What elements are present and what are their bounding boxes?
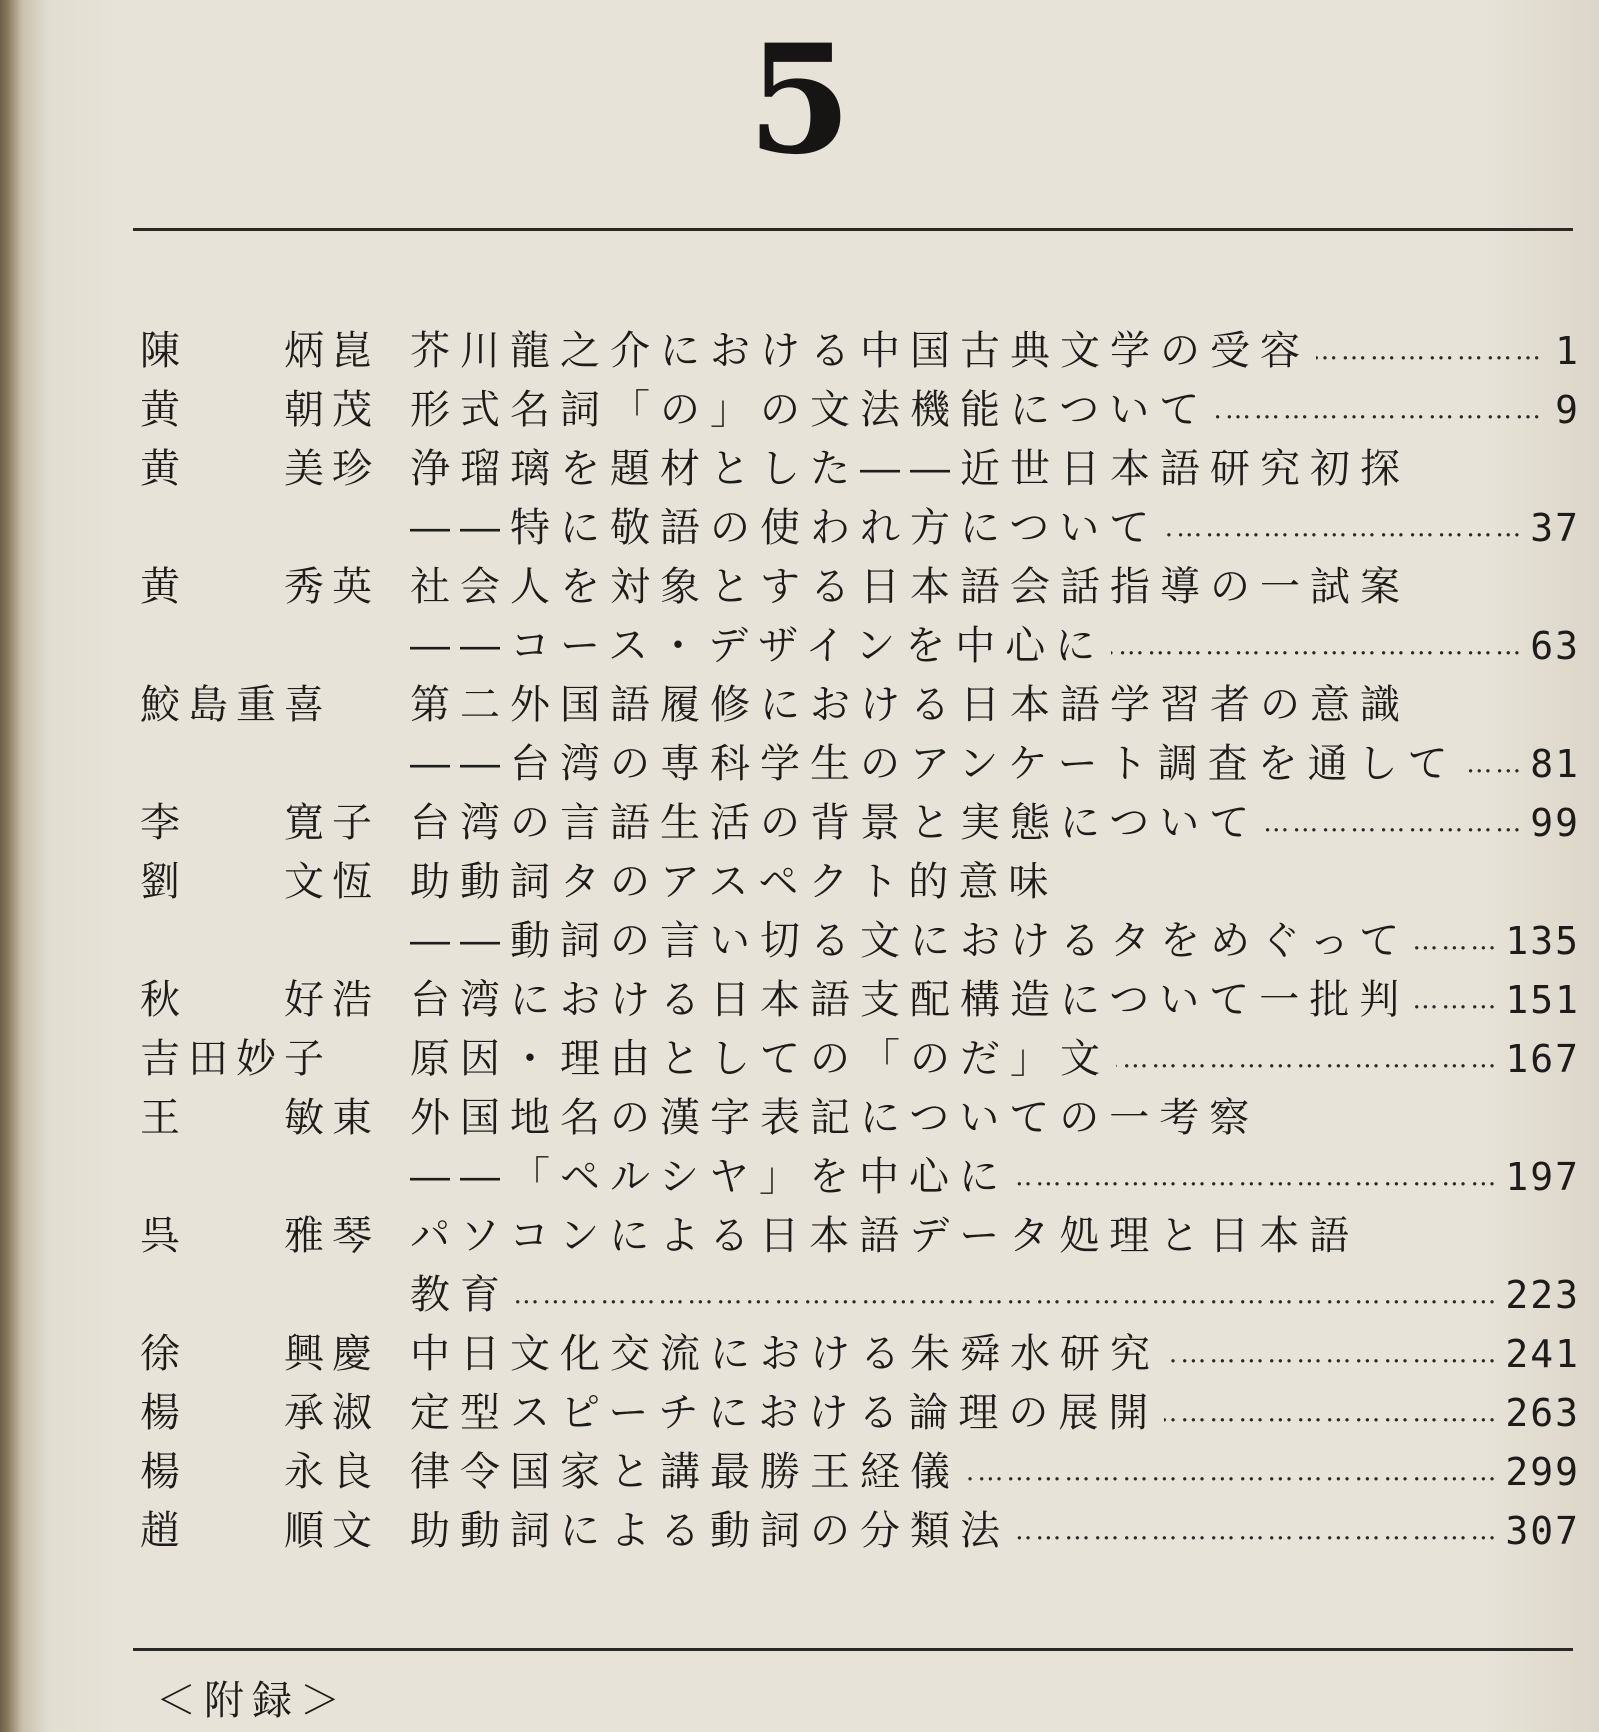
- author-family-name: 吉田妙子: [140, 1036, 332, 1082]
- entry-author: [140, 1030, 410, 1089]
- toc-entry-continuation: [140, 1148, 1580, 1207]
- table-of-contents: [140, 322, 1580, 1561]
- author-family-name: 李: [140, 800, 188, 846]
- author-given-name: 永良: [284, 1449, 380, 1495]
- dot-leader: [1215, 381, 1544, 440]
- page-number: 263: [1505, 1391, 1580, 1435]
- page-number: 81: [1530, 742, 1580, 786]
- toc-entry: [140, 1030, 1580, 1089]
- dot-leader: [1116, 1030, 1499, 1089]
- toc-entry: [140, 1443, 1580, 1502]
- toc-entry: [140, 558, 1580, 617]
- toc-entry: [140, 440, 1580, 499]
- entry-title: 台湾の言語生活の背景と実態について: [410, 800, 1260, 846]
- dot-leader: [1164, 1384, 1499, 1443]
- dot-leader: [1265, 794, 1524, 853]
- bottom-rule: [133, 1648, 1573, 1651]
- entry-author: [140, 794, 410, 853]
- dot-leader: [1415, 912, 1499, 971]
- author-given-name: 朝茂: [284, 387, 380, 433]
- author-family-name: 劉: [140, 859, 188, 905]
- author-given-name: 炳崑: [284, 328, 380, 374]
- entry-subtitle: ――台湾の専科学生のアンケート調査を通して: [410, 741, 1458, 787]
- author-family-name: 趙: [140, 1508, 188, 1554]
- entry-author: [140, 1443, 410, 1502]
- toc-entry-continuation: [140, 499, 1580, 558]
- author-given-name: 寛子: [284, 800, 380, 846]
- toc-entry: [140, 1207, 1580, 1266]
- author-given-name: 文恆: [284, 859, 380, 905]
- entry-title: 台湾における日本語支配構造について一批判: [410, 977, 1410, 1023]
- author-family-name: 秋: [140, 977, 188, 1023]
- entry-title: 社会人を対象とする日本語会話指導の一試案: [410, 564, 1410, 610]
- dot-leader: [1316, 322, 1544, 381]
- page-number: 151: [1505, 978, 1580, 1022]
- entry-title: 中日文化交流における朱舜水研究: [410, 1331, 1160, 1377]
- author-family-name: 楊: [140, 1390, 188, 1436]
- entry-subtitle: 教育: [410, 1272, 510, 1318]
- volume-number: 5: [747, 12, 852, 188]
- entry-title: 浄瑠璃を題材とした――近世日本語研究初探: [410, 446, 1410, 492]
- author-given-name: 敏東: [284, 1095, 380, 1141]
- entry-author: [140, 381, 410, 440]
- toc-entry: [140, 1089, 1580, 1148]
- page-number: 197: [1505, 1155, 1580, 1199]
- dot-leader: [966, 1443, 1499, 1502]
- entry-title: 外国地名の漢字表記についての一考察: [410, 1095, 1260, 1141]
- entry-author: [140, 1089, 410, 1148]
- dot-leader: [1016, 1502, 1499, 1561]
- toc-entry: [140, 794, 1580, 853]
- page-number: 299: [1505, 1450, 1580, 1494]
- entry-title: 原因・理由としての「のだ」文: [410, 1036, 1110, 1082]
- author-given-name: 美珍: [284, 446, 380, 492]
- dot-leader: [516, 1266, 1499, 1325]
- dot-leader: [1415, 971, 1499, 1030]
- toc-entry: [140, 322, 1580, 381]
- toc-entry: [140, 381, 1580, 440]
- page-number: 99: [1530, 801, 1580, 845]
- author-given-name: 雅琴: [284, 1213, 380, 1259]
- toc-entry: [140, 1384, 1580, 1443]
- toc-entry: [140, 971, 1580, 1030]
- page-number: 167: [1505, 1037, 1580, 1081]
- page-number: 37: [1530, 506, 1580, 550]
- entry-subtitle: ――「ペルシヤ」を中心に: [410, 1154, 1009, 1200]
- page-number: 63: [1530, 624, 1580, 668]
- entry-author: [140, 676, 410, 735]
- entry-title: パソコンによる日本語データ処理と日本語: [410, 1213, 1360, 1259]
- entry-author: [140, 971, 410, 1030]
- page-number: 9: [1555, 388, 1580, 432]
- author-family-name: 徐: [140, 1331, 188, 1377]
- author-family-name: 黄: [140, 564, 188, 610]
- top-rule: [133, 228, 1573, 231]
- author-family-name: 黄: [140, 387, 188, 433]
- toc-entry: [140, 676, 1580, 735]
- author-given-name: 承淑: [284, 1390, 380, 1436]
- toc-entry-continuation: [140, 912, 1580, 971]
- author-family-name: 呉: [140, 1213, 188, 1259]
- entry-title: 律令国家と講最勝王経儀: [410, 1449, 960, 1495]
- entry-title: 形式名詞「の」の文法機能について: [410, 387, 1210, 433]
- entry-title: 第二外国語履修における日本語学習者の意識: [410, 682, 1410, 728]
- dot-leader: [1015, 1148, 1499, 1207]
- dot-leader: [1464, 735, 1525, 794]
- toc-entry-continuation: [140, 1266, 1580, 1325]
- toc-entry: [140, 1325, 1580, 1384]
- page-number: 241: [1505, 1332, 1580, 1376]
- dot-leader: [1111, 617, 1524, 676]
- entry-author: [140, 853, 410, 912]
- entry-author: [140, 1502, 410, 1561]
- author-given-name: 好浩: [284, 977, 380, 1023]
- toc-entry-continuation: [140, 735, 1580, 794]
- author-given-name: 興慶: [284, 1331, 380, 1377]
- entry-author: [140, 1384, 410, 1443]
- author-family-name: 楊: [140, 1449, 188, 1495]
- author-family-name: 黄: [140, 446, 188, 492]
- toc-entry-continuation: [140, 617, 1580, 676]
- entry-title: 芥川龍之介における中国古典文学の受容: [410, 328, 1310, 374]
- entry-author: [140, 322, 410, 381]
- dot-leader: [1165, 499, 1524, 558]
- entry-title: 助動詞タのアスペクト的意味: [410, 859, 1059, 905]
- author-given-name: 順文: [284, 1508, 380, 1554]
- toc-entry: [140, 1502, 1580, 1561]
- appendix-label: ＜附録＞: [156, 1678, 348, 1724]
- entry-title: 定型スピーチにおける論理の展開: [410, 1390, 1159, 1436]
- entry-author: [140, 1325, 410, 1384]
- page-number: 307: [1505, 1509, 1580, 1553]
- author-given-name: 秀英: [284, 564, 380, 610]
- toc-entry: [140, 853, 1580, 912]
- entry-subtitle: ――動詞の言い切る文におけるタをめぐって: [410, 918, 1410, 964]
- page-number: 135: [1505, 919, 1580, 963]
- entry-title: 助動詞による動詞の分類法: [410, 1508, 1010, 1554]
- entry-author: [140, 1207, 410, 1266]
- entry-author: [140, 440, 410, 499]
- entry-subtitle: ――コース・デザインを中心に: [410, 623, 1106, 669]
- entry-subtitle: ――特に敬語の使われ方について: [410, 505, 1160, 551]
- entry-author: [140, 558, 410, 617]
- author-family-name: 陳: [140, 328, 188, 374]
- page-number: 223: [1505, 1273, 1580, 1317]
- author-family-name: 鮫島重喜: [140, 682, 332, 728]
- dot-leader: [1166, 1325, 1499, 1384]
- page-number: 1: [1555, 329, 1580, 373]
- author-family-name: 王: [140, 1095, 188, 1141]
